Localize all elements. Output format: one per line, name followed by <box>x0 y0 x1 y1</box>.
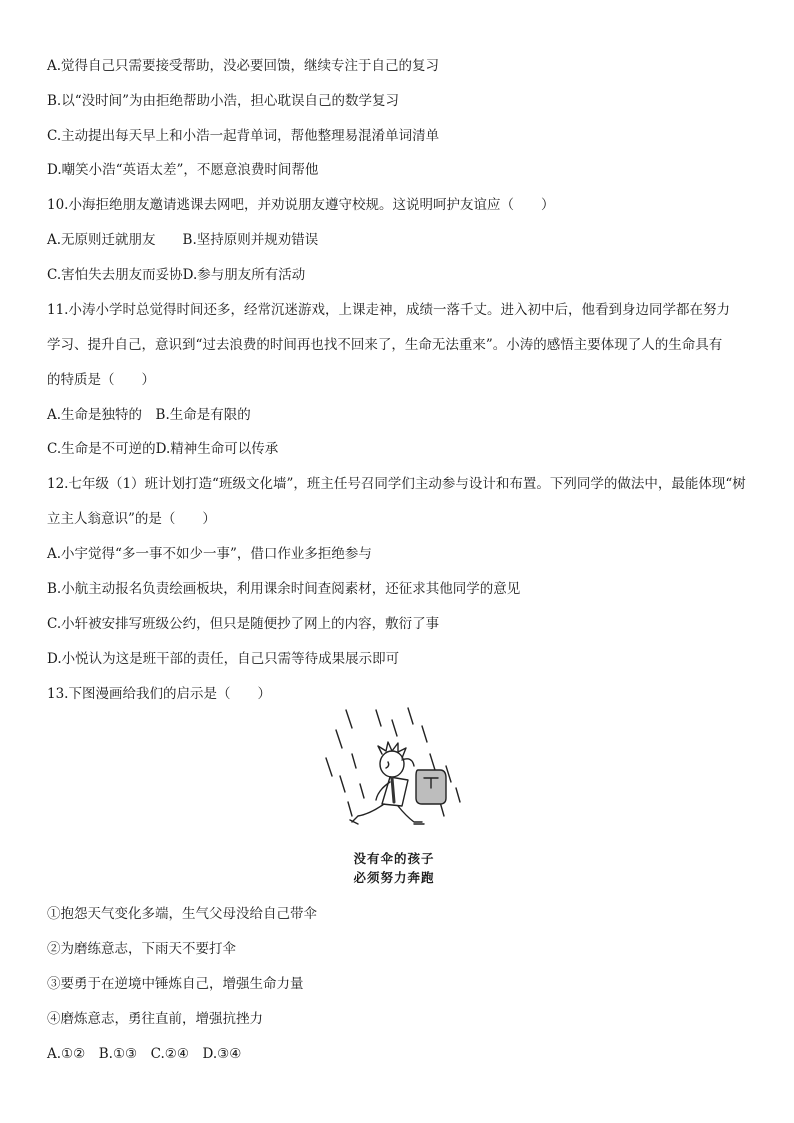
q10-stem: 10.小海拒绝朋友邀请逃课去网吧，并劝说朋友遵守校规。这说明呵护友谊应（ ） <box>47 197 555 213</box>
q11-options-line2: C.生命是不可逆的D.精神生命可以传承 <box>47 441 279 457</box>
q12-stem-line1: 12.七年级（1）班计划打造“班级文化墙”，班主任号召同学们主动参与设计和布置。下列同学的做法中，最能体现“树 <box>47 476 746 492</box>
q12-option-a: A.小宇觉得“多一事不如少一事”，借口作业多拒绝参与 <box>47 546 372 562</box>
cartoon-caption-line2: 必须努力奔跑 <box>353 870 435 885</box>
q10-options-line1: A.无原则迁就朋友 B.坚持原则并规劝错误 <box>47 232 319 248</box>
q13-statement-1: ①抱怨天气变化多端，生气父母没给自己带伞 <box>47 906 317 922</box>
running-child-in-rain-illustration <box>318 706 478 854</box>
q9-option-c: C.主动提出每天早上和小浩一起背单词，帮他整理易混淆单词清单 <box>47 128 440 144</box>
q13-options: A.①② B.①③ C.②④ D.③④ <box>47 1046 242 1062</box>
q11-stem-line3: 的特质是（ ） <box>47 372 155 388</box>
q13-statement-2: ②为磨练意志，下雨天不要打伞 <box>47 941 236 957</box>
q13-statement-4: ④磨炼意志，勇往直前，增强抗挫力 <box>47 1011 263 1027</box>
q12-stem-line2: 立主人翁意识”的是（ ） <box>47 511 216 527</box>
cartoon-caption-line1: 没有伞的孩子 <box>353 851 435 866</box>
q10-options-line2: C.害怕失去朋友而妥协D.参与朋友所有活动 <box>47 267 306 283</box>
q13-stem: 13.下图漫画给我们的启示是（ ） <box>47 686 271 702</box>
q11-stem-line2: 学习、提升自己，意识到“过去浪费的时间再也找不回来了，生命无法重来”。小涛的感悟主要体现了人的生命具有 <box>47 337 723 353</box>
q11-options-line1: A.生命是独特的 B.生命是有限的 <box>47 407 251 423</box>
q11-stem-line1: 11.小涛小学时总觉得时间还多，经常沉迷游戏，上课走神，成绩一落千丈。进入初中后，他看到身边同学都在努力 <box>47 302 730 318</box>
q12-option-b: B.小航主动报名负责绘画板块，利用课余时间查阅素材，还征求其他同学的意见 <box>47 581 521 597</box>
q9-option-a: A.觉得自己只需要接受帮助，没必要回馈，继续专注于自己的复习 <box>47 58 440 74</box>
q12-option-c: C.小轩被安排写班级公约，但只是随便抄了网上的内容，敷衍了事 <box>47 616 440 632</box>
q9-option-d: D.嘲笑小浩“英语太差”，不愿意浪费时间帮他 <box>47 162 319 178</box>
q9-option-b: B.以“没时间”为由拒绝帮助小浩，担心耽误自己的数学复习 <box>47 93 400 109</box>
q12-option-d: D.小悦认为这是班干部的责任，自己只需等待成果展示即可 <box>47 651 400 667</box>
q13-statement-3: ③要勇于在逆境中锤炼自己，增强生命力量 <box>47 976 304 992</box>
running-child <box>350 742 446 824</box>
